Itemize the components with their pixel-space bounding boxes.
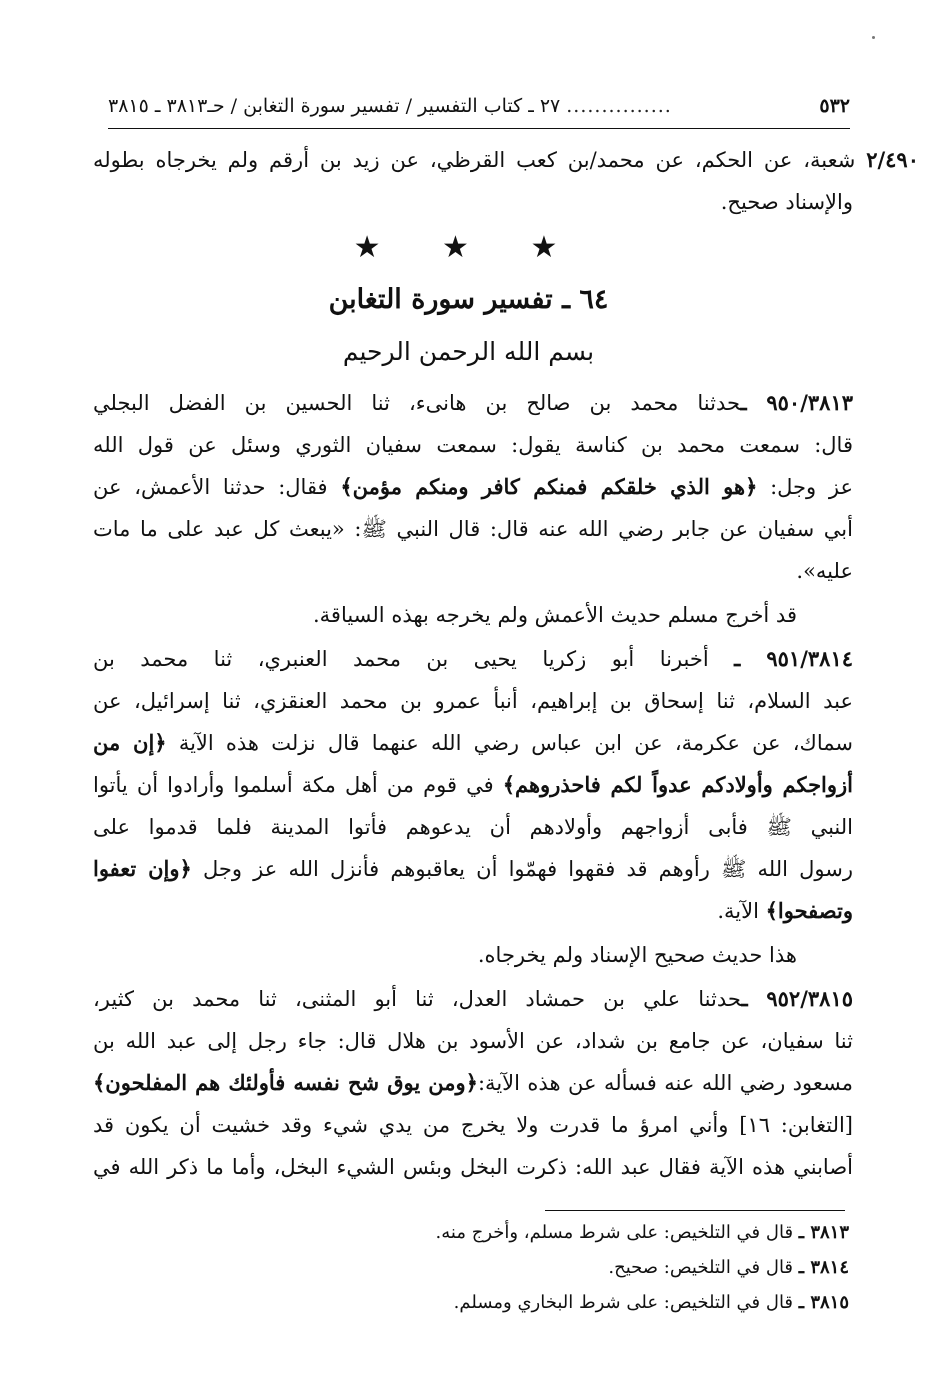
hadith-3813-line-1 [93,382,853,424]
footnote-text: قال في التلخيص: صحيح. [608,1257,794,1278]
quran-quote: ﴿هو الذي خلقكم فمنكم كافر ومنكم مؤمن﴾ [340,474,758,499]
basmala: بسم الله الرحمن الرحيم [342,337,595,366]
carryover-line-2: والإسناد صحيح. [720,190,853,214]
carryover-text-1: شعبة، عن الحكم، عن محمد/بن كعب القرظي، عن زيد بن أرقم ولم يخرجاه بطوله [93,148,856,172]
hadith-number: ٩٥٢/٣٨١٥ ـ [741,986,853,1011]
hadith-3813-line-3 [93,466,853,508]
hadith-3814-line-5: النبي ﷺ فأبى أزواجهم وأولادهم أن يدعوهم فأتوا المدينة فلما قدموا على [93,815,853,839]
running-title: ٢٧ ـ كتاب التفسير / تفسير سورة التغابن / حـ٣٨١٣ ـ ٣٨١٥ [108,95,561,117]
footnote-text: قال في التلخيص: على شرط مسلم، وأخرج منه. [435,1222,794,1243]
section-separator-stars: ★ ★ ★ [353,230,584,265]
hadith-3815-line-5: أصابني هذه الآية فقال عبد الله: ذكرت البخل وبئس الشيء البخل، وأما ما ذكر الله في [93,1155,853,1179]
hadith-text: الآية. [717,899,759,923]
page-number: ٥٣٢ [819,95,850,117]
footnote-3813 [149,1218,849,1248]
hadith-text: مسعود رضي الله عنه فسأله عن هذه الآية: [477,1071,853,1095]
scan-speck [872,36,875,39]
running-title-group [108,95,678,117]
leader-dots: ............... [566,95,672,117]
hadith-3814-line-2: عبد السلام، ثنا إسحاق بن إبراهيم، أنبأ عمرو بن محمد العنقزي، ثنا إسرائيل، عن [93,689,853,713]
hadith-text: رسول الله ﷺ رأوهم قد فقهوا فهمّوا أن يعاقبوهم فأنزل الله عز وجل [202,857,853,881]
hadith-text: حدثنا علي بن حمشاد العدل، ثنا أبو المثنى، ثنا محمد بن كثير، [93,987,742,1011]
footnote-text: قال في التلخيص: على شرط البخاري ومسلم. [453,1292,794,1313]
hadith-3814-line-6 [93,848,853,890]
footnote-number: ٣٨١٥ ـ [798,1292,849,1313]
hadith-text: فقال: حدثنا الأعمش، عن [93,475,328,499]
footnote-3814 [149,1253,849,1283]
header-rule [108,128,850,129]
hadith-3814-line-4 [93,764,853,806]
hadith-3814-line-1 [93,638,853,680]
quran-quote: وتصفحوا﴾ [765,898,853,923]
hadith-text: عز وجل: [770,475,853,499]
hadith-text: في قوم من أهل مكة أسلموا وأرادوا أن يأتوا [93,773,494,797]
quran-quote: ﴿إن من [93,730,167,755]
hadith-text: سماك، عن عكرمة، عن ابن عباس رضي الله عنهما قال نزلت هذه الآية [178,731,853,755]
footnote-rule [545,1210,845,1211]
hadith-3815-line-3 [93,1062,853,1104]
footnote-number: ٣٨١٣ ـ [798,1222,849,1243]
hadith-3814-line-3 [93,722,853,764]
quran-quote: ﴿ومن يوق شح نفسه فأولئك هم المفلحون﴾ [93,1070,478,1095]
hadith-text: حدثنا محمد بن صالح بن هانىء، ثنا الحسين بن الفضل البجلي [93,391,741,415]
hadith-3815-line-4: [التغابن: ١٦] وأني امرؤ ما قدرت ولا يخرج من يدي شيء وقد خشيت أن يكون قد [93,1113,853,1137]
hadith-3813-line-2: قال: سمعت محمد بن كناسة يقول: سمعت سفيان الثوري وسئل عن قول الله [93,433,853,457]
running-header [108,88,850,124]
hadith-3815-line-1 [93,978,853,1020]
quran-quote: ﴿وإن تعفوا [93,856,192,881]
footnote-3815 [149,1288,849,1318]
hadith-3813-line-4: أبي سفيان عن جابر رضي الله عنه قال: قال النبي ﷺ: «يبعث كل عبد على ما مات [93,517,853,541]
quran-quote: أزواجكم وأولادكم عدواً لكم فاحذروهم﴾ [502,772,853,797]
hadith-text: أخبرنا أبو زكريا يحيى بن محمد العنبري، ثنا محمد بن [93,647,709,671]
hadith-3813-comment: قد أخرج مسلم حديث الأعمش ولم يخرجه بهذه السياقة. [312,603,797,627]
hadith-3813-line-5: عليه». [796,559,853,583]
hadith-3814-comment: هذا حديث صحيح الإسناد ولم يخرجاه. [477,943,797,967]
chapter-title: ٦٤ ـ تفسير سورة التغابن [328,284,609,315]
hadith-3814-line-7 [93,890,853,932]
hadith-number: ٩٥٠/٣٨١٣ ـ [740,390,853,415]
margin-reference: ٢/٤٩٠ [866,147,919,172]
hadith-3815-line-2: ثنا سفيان، عن جامع بن شداد، عن الأسود بن هلال قال: جاء رجل إلى عبد الله بن [93,1029,853,1053]
footnote-number: ٣٨١٤ ـ [798,1257,849,1278]
hadith-number: ٩٥١/٣٨١٤ ـ [734,646,853,671]
carryover-line-1 [93,139,919,181]
